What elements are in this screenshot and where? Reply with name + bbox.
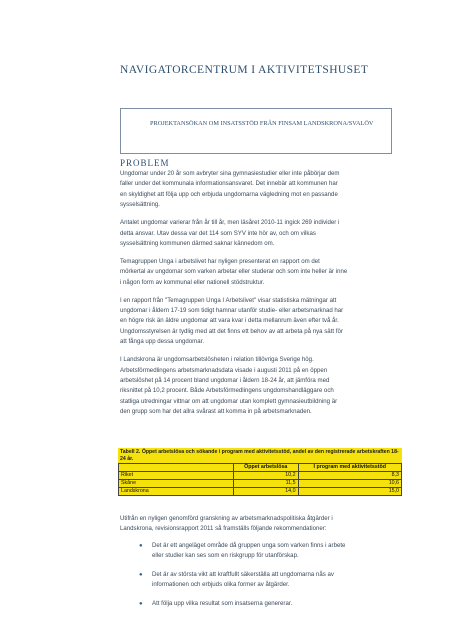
bullet-icon: ●	[139, 600, 143, 607]
text-line: arbetslöshet på 14 procent bland ungdomar i åldern 18-24 år, att jämföra med	[120, 376, 330, 384]
text-line: Det är av största vikt att kraftfullt säkerställa att ungdomarna nås av	[152, 570, 334, 578]
list-item-text	[152, 570, 382, 591]
column-header: Öppet arbetslösa	[234, 464, 299, 472]
table-cell-value: 10,2	[234, 472, 299, 480]
list-item	[139, 599, 382, 609]
table-row	[119, 488, 402, 496]
text-line: Landskrona, revisionsrapport 2011 så framställs följande rekommendationer:	[120, 525, 327, 533]
paragraph	[120, 218, 382, 249]
column-header	[119, 464, 234, 472]
paragraph	[120, 169, 382, 211]
table-row	[119, 472, 402, 480]
text-line: riksnittet på 10,2 procent. Både Arbetsförmedlingens ungdomshandläggare och	[120, 387, 334, 395]
table-caption: Tabell 2. Öppet arbetslösa och sökande i program med aktivitetsstöd, andel av den registrerade arbetskraften 18-24 år.	[118, 448, 402, 463]
recommendations-list	[139, 541, 382, 617]
text-line: sysselsättning kommunen därmed saknar kännedom om.	[120, 239, 275, 247]
text-line: i någon form av kommunal eller nationell stödstruktur.	[120, 278, 265, 286]
list-item-text	[152, 599, 382, 609]
text-line: detta ansvar. Utav dessa var det 114 som SYV inte hör av, och om vilkas	[120, 229, 316, 237]
table-cell-value: 10,6	[298, 480, 401, 488]
paragraph	[120, 296, 382, 348]
text-line: informationen och erbjuds olika former av åtgärder.	[152, 581, 290, 589]
text-line: faller under det kommunala informationsansvaret. Det innebär att kommunen har	[120, 180, 338, 188]
document-title: NAVIGATORCENTRUM I AKTIVITETSHUSET	[120, 64, 369, 76]
text-line: mörkertal av ungdomar som varken arbetar eller studerar och som inte heller är inne	[120, 268, 348, 276]
text-line: Temagruppen Unga i arbetslivet har nyligen presenterat en rapport om det	[120, 257, 320, 265]
list-item	[139, 570, 382, 591]
text-line: I Landskrona är ungdomsarbetslösheten i relation tillövriga Sverige hög.	[120, 356, 314, 364]
text-line: Ungdomsstyrelsen är tydlig med att det finns ett behov av att arbeta på nya sätt för	[120, 327, 343, 335]
table-header-row	[119, 464, 402, 472]
table-cell-region: Skåne	[119, 480, 234, 488]
text-line: Ungdomar under 20 år som avbryter sina gymnasiestudier eller inte påbörjar dem	[120, 170, 340, 177]
text-line: statliga utredningar vittnar om att ungdomar utan komplett gymnasieutbildning är	[120, 397, 338, 405]
bullet-icon: ●	[139, 543, 143, 549]
problem-paragraphs	[120, 169, 382, 418]
table-cell-value: 14,0	[234, 488, 299, 496]
section-heading: PROBLEM	[120, 158, 170, 168]
text-line: att fånga upp dessa ungdomar.	[120, 338, 205, 346]
text-line: den grupp som har det allra svårast att komma in på arbetsmarknaden.	[120, 408, 312, 416]
paragraph	[120, 257, 382, 288]
table-cell-region: Riket	[119, 472, 234, 480]
paragraph	[120, 514, 382, 535]
text-line: en skyldighet att följa upp och erbjuda ungdomarna vägledning mot en passande	[120, 190, 338, 198]
table-cell-value: 15,0	[298, 488, 401, 496]
text-line: Att följa upp vilka resultat som insatserna genererar.	[152, 599, 293, 607]
table-grid	[118, 463, 402, 496]
text-line: Antalet ungdomar varierar från år till år, men läsåret 2010-11 ingick 269 individer i	[120, 219, 340, 227]
recommendations-intro	[120, 514, 382, 535]
table-row	[119, 480, 402, 488]
table-cell-region: Landskrona	[119, 488, 234, 496]
list-item	[139, 541, 382, 562]
text-line: I en rapport från "Temagruppen Unga I Arbetslivet" visar statistiska mätningar att	[120, 296, 337, 304]
table-cell-value: 11,5	[234, 480, 299, 488]
text-line: eller studier kan ses som en riskgrupp för utanförskap.	[152, 552, 299, 560]
column-header: I program med aktivitetsstöd	[298, 464, 401, 472]
text-line: Arbetsförmedlingens arbetsmarknadsdata visade i augusti 2011 på en öppen	[120, 366, 328, 374]
text-line: en högre risk än äldre ungdomar att vara kvar i detta mellanrum även efter två år.	[120, 317, 339, 325]
text-line: ungdomar i åldern 17-19 som tidigt hamnar utanför studie- eller arbetsmarknad har	[120, 306, 344, 314]
document-subtitle: PROJEKTANSÖKAN OM INSATSSTÖD FRÅN FINSAM LANDSKRONA/SVALÖV	[150, 120, 374, 127]
text-line: Utifrån en nyligen genomförd granskning av arbetsmarknadspolitiska åtgärder i	[120, 515, 333, 522]
text-line: Det är ett angeläget område då gruppen unga som varken finns i arbete	[152, 542, 346, 549]
list-item-text	[152, 541, 382, 562]
paragraph	[120, 355, 382, 417]
statistics-table	[118, 448, 402, 496]
table-cell-value: 8,3	[298, 472, 401, 480]
bullet-icon: ●	[139, 571, 143, 578]
text-line: sysselsättning.	[120, 201, 160, 209]
subtitle-box	[120, 108, 392, 154]
